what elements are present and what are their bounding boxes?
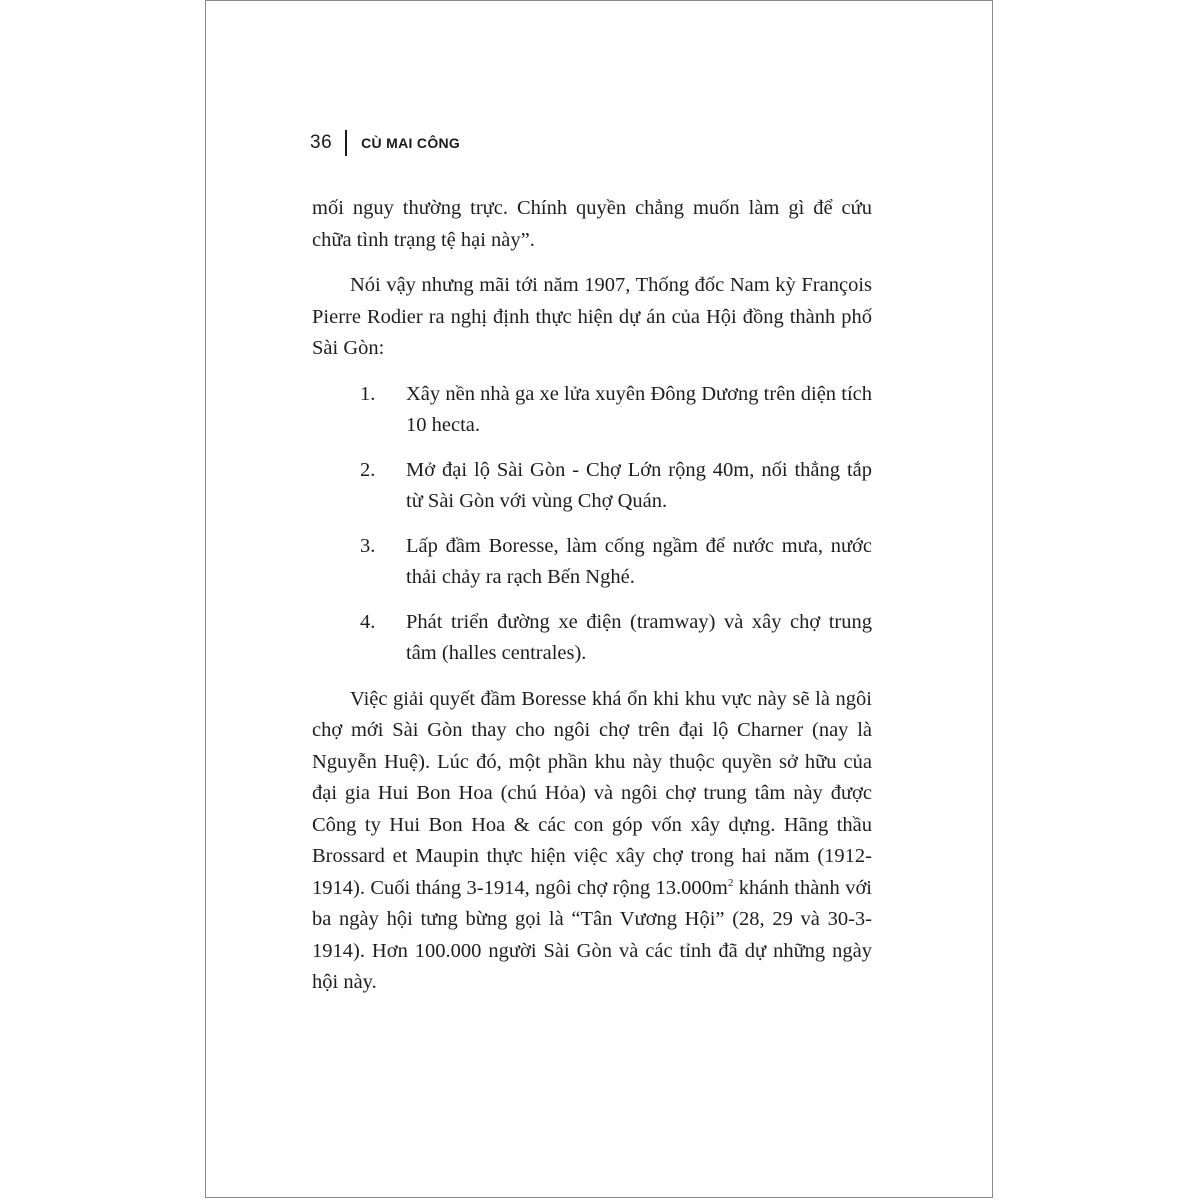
list-item-text: Mở đại lộ Sài Gòn - Chợ Lớn rộng 40m, nối thẳng tắp từ Sài Gòn với vùng Chợ Quán. bbox=[406, 458, 872, 512]
superscript-2: 2 bbox=[727, 876, 734, 889]
paragraph-3-part-2: khánh thành với ba ngày hội tưng bừng gọi là “Tân Vương Hội” (28, 29 và 30-3-1914). Hơn 100.000 người Sài Gòn và các tỉnh đã dự những ngày hội này. bbox=[312, 876, 872, 993]
list-item-text: Xây nền nhà ga xe lửa xuyên Đông Dương trên diện tích 10 hecta. bbox=[406, 382, 872, 436]
list-item-number: 1. bbox=[360, 382, 376, 405]
body-text bbox=[312, 193, 872, 999]
list-item bbox=[312, 607, 872, 670]
list-item-number: 3. bbox=[360, 534, 376, 557]
author-name: CÙ MAI CÔNG bbox=[361, 135, 461, 151]
header-divider bbox=[345, 130, 347, 156]
list-item-number: 4. bbox=[360, 610, 376, 633]
list-item-text: Phát triển đường xe điện (tramway) và xây chợ trung tâm (halles centrales). bbox=[406, 610, 872, 664]
paragraph-3-part-1: Việc giải quyết đầm Boresse khá ổn khi khu vực này sẽ là ngôi chợ mới Sài Gòn thay cho ngôi chợ trên đại lộ Charner (nay là Nguyễn Huệ). Lúc đó, một phần khu này thuộc quyền sở hữu của đại gia Hui Bon Hoa (chú Hỏa) và ngôi chợ trung tâm này được Công ty Hui Bon Hoa & các con góp vốn xây dựng. Hãng thầu Brossard et Maupin thực hiện việc xây chợ trong hai năm (1912-1914). Cuối tháng 3-1914, ngôi chợ rộng 13.000m bbox=[312, 687, 872, 899]
list-item-number: 2. bbox=[360, 458, 376, 481]
list-item bbox=[312, 379, 872, 442]
running-head bbox=[310, 129, 460, 157]
list-item bbox=[312, 455, 872, 518]
book-page bbox=[205, 0, 993, 1198]
numbered-list bbox=[312, 379, 872, 670]
page-number: 36 bbox=[310, 132, 333, 153]
paragraph-1: mối nguy thường trực. Chính quyền chẳng muốn làm gì để cứu chữa tình trạng tệ hại này”. bbox=[312, 197, 872, 251]
list-item-text: Lấp đầm Boresse, làm cống ngầm để nước mưa, nước thải chảy ra rạch Bến Nghé. bbox=[406, 534, 872, 588]
list-item bbox=[312, 531, 872, 594]
paragraph-2: Nói vậy nhưng mãi tới năm 1907, Thống đốc Nam kỳ François Pierre Rodier ra nghị định thực hiện dự án của Hội đồng thành phố Sài Gòn: bbox=[312, 274, 872, 359]
paragraph-3 bbox=[312, 684, 872, 999]
